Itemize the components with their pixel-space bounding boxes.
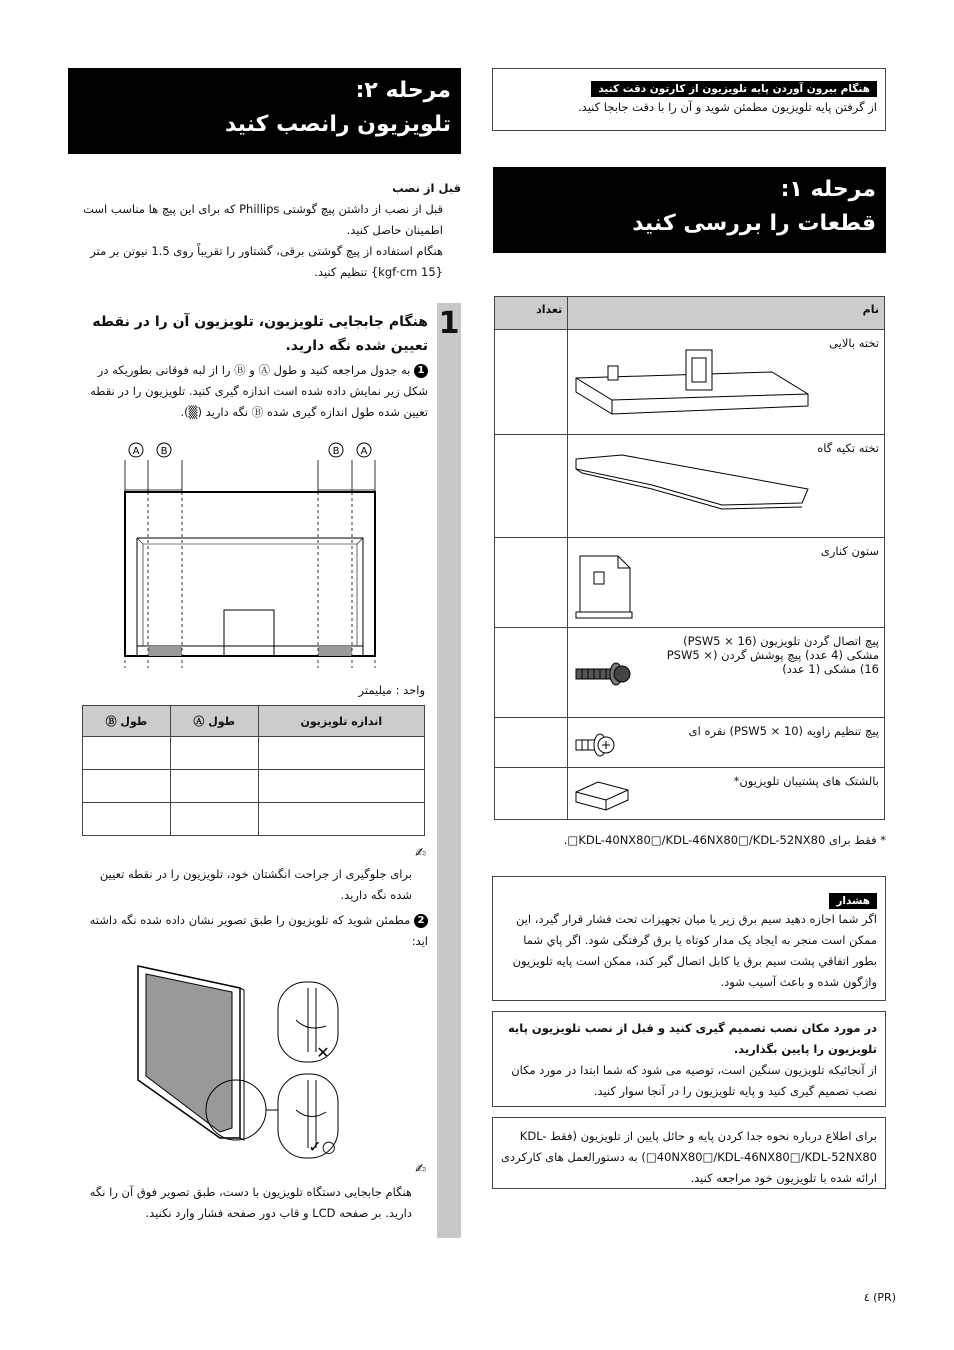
size-header-a: طول Ⓐ xyxy=(170,706,258,737)
info-box xyxy=(492,1117,886,1189)
step1-label: مرحله ۱: xyxy=(780,177,876,202)
upper-board-icon xyxy=(572,344,812,424)
svg-text:B: B xyxy=(332,446,340,457)
before-install-p1: قبل از نصب از داشتن پیچ گوشتی Phillips که برای این پیچ ها مناسب است اطمینان حاصل کنید. xyxy=(83,202,443,237)
size-header-b: طول Ⓑ xyxy=(83,706,171,737)
step1-title: قطعات را بررسی کنید xyxy=(632,211,876,236)
part-name: پیچ اتصال گردن تلویزیون (PSW5 × 16) مشکی (4 عدد) پیچ پوشش گردن (PSW5 × 16) مشکی (1 عدد) xyxy=(666,634,879,676)
carton-caution-text: از گرفتن پایه تلویزیون مطمئن شوید و آن را با دقت جابجا کنید. xyxy=(578,100,877,114)
side-column-icon xyxy=(572,548,636,624)
label-b-right xyxy=(329,443,343,457)
item2-badge: 2 xyxy=(414,914,428,928)
label-a-right xyxy=(357,443,371,457)
install-location-box xyxy=(492,1011,886,1107)
step1-item2 xyxy=(72,910,428,952)
right-mark: ✓○ xyxy=(308,1137,336,1156)
item1-text: به جدول مراجعه کنید و طول Ⓐ و Ⓑ را از لبه فوقانی بطوریکه در شکل زیر نمایش داده شده است اندازه گیری کنید. تلویزیون را در نقطه تعیین شده طول اندازه گیری شده Ⓑ نگه دارید (▒). xyxy=(90,363,428,419)
label-a-left xyxy=(129,443,143,457)
warning-text: اگر شما اجازه دهید سیم برق زیر یا میان تجهیزات تحت فشار قرار گیرد، این ممکن است منجر به ایجاد یک مدار کوتاه یا برق گرفتگی شود. اگر پاي شما بطور اتفاقي پشت سیم برق یا کابل اتصال گیر کند، ممکن است پایه تلویزیون واژگون شده و باعث آسیب شود. xyxy=(512,912,877,989)
part-name: تخته بالایی xyxy=(829,336,879,350)
table-row xyxy=(495,628,885,718)
size-table xyxy=(82,705,425,836)
part-name: تخته تکیه گاه xyxy=(817,441,879,455)
unit-note: واحد : میلیمتر xyxy=(358,683,425,697)
step2-header xyxy=(68,68,461,154)
part-name: بالشتک های پشتیبان تلویزیون* xyxy=(733,774,879,788)
table-row xyxy=(495,538,885,628)
step1-heading: هنگام جابجایی تلویزیون، تلویزیون آن را در نقطه تعیین شده نگه دارید. xyxy=(92,314,428,354)
item2-text: مطمئن شوید که تلویزیون را طبق تصویر نشان داده شده نگه داشته اید: xyxy=(89,913,428,948)
support-board-icon xyxy=(572,449,812,519)
before-install-p2: هنگام استفاده از پیچ گوشتی برقی، گشتاور را تقریباً روی 1.5 نیوتن بر متر {15 kgf·cm} تنظیم کنید. xyxy=(90,244,443,279)
step1-header xyxy=(493,167,886,253)
info-text: برای اطلاع درباره نحوه جدا کردن پایه و حائل پایین از تلویزیون (فقط KDL-40NX80□/KDL-46NX80□/KDL-52NX80□) به دستورالعمل های کارکردی ارائه شده با تلویزیون خود مراجعه کنید. xyxy=(501,1129,877,1185)
parts-col-name: نام xyxy=(568,297,885,330)
tv-back-diagram xyxy=(110,436,390,676)
table-row xyxy=(495,330,885,435)
install-location-text: از آنجائیکه تلویزیون سنگین است، توصیه می شود که شما ابتدا در مورد مکان نصب تصمیم گیری کنید و پایه تلویزیون را در آنجا سوار کنید. xyxy=(511,1063,877,1098)
cushion-icon xyxy=(572,778,632,812)
footnote: * فقط برای KDL-40NX80□/KDL-46NX80□/KDL-52NX80□. xyxy=(563,833,886,847)
table-row xyxy=(83,803,425,836)
page-number: ٤ (PR) xyxy=(863,1291,896,1304)
note1: برای جلوگیری از جراحت انگشتان خود، تلویزیون را در نقطه تعیین شده نگه دارید. xyxy=(99,867,412,902)
svg-text:B: B xyxy=(160,446,168,457)
step2-label: مرحله ۲: xyxy=(355,78,451,103)
before-install-section xyxy=(72,178,461,283)
carton-caution-tag: هنگام بیرون آوردن پایه تلویزیون از کارتون دقت کنید xyxy=(591,81,877,97)
note2: هنگام جابجایی دستگاه تلویزیون با دست، طبق تصویر فوق آن را نگه دارید. بر صفحه LCD و قاب دور صفحه فشار وارد نکنید. xyxy=(89,1185,412,1220)
holding-tv-illustration xyxy=(130,960,370,1160)
size-header-tv: اندازه تلویزیون xyxy=(258,706,424,737)
before-install-heading: قبل از نصب xyxy=(392,181,461,195)
note-icon: ✍ xyxy=(415,846,426,861)
table-row xyxy=(495,768,885,820)
step-sidebar xyxy=(437,303,461,1238)
part-name: ستون کناری xyxy=(820,544,879,558)
parts-table xyxy=(494,296,885,820)
item1-badge: 1 xyxy=(414,364,428,378)
screw-black-icon xyxy=(572,660,632,688)
table-row xyxy=(495,718,885,768)
note-icon-2: ✍ xyxy=(415,1162,426,1177)
table-row xyxy=(83,737,425,770)
svg-text:A: A xyxy=(132,446,140,457)
part-name: پیچ تنظیم زاویه (PSW5 × 10) نقره ای xyxy=(688,724,879,738)
step-number: 1 xyxy=(438,306,460,341)
size-table-wrap xyxy=(82,705,425,836)
table-row xyxy=(495,435,885,538)
step2-title: تلویزیون رانصب کنید xyxy=(224,112,451,137)
parts-col-qty: تعداد xyxy=(495,297,568,330)
wrong-mark: ✕ xyxy=(316,1043,330,1062)
label-b-left xyxy=(157,443,171,457)
install-location-heading: در مورد مکان نصب تصمیم گیری کنید و قبل از نصب تلویزیون پایه تلویزیون را پایین بگذارید. xyxy=(507,1021,877,1056)
table-row xyxy=(83,770,425,803)
screw-silver-icon xyxy=(572,732,632,758)
carton-caution-box xyxy=(492,68,886,131)
warning-box xyxy=(492,876,886,1001)
warning-tag: هشدار xyxy=(829,893,877,909)
parts-table-wrap xyxy=(494,296,885,820)
step1-item1 xyxy=(78,360,428,423)
svg-text:A: A xyxy=(360,446,368,457)
